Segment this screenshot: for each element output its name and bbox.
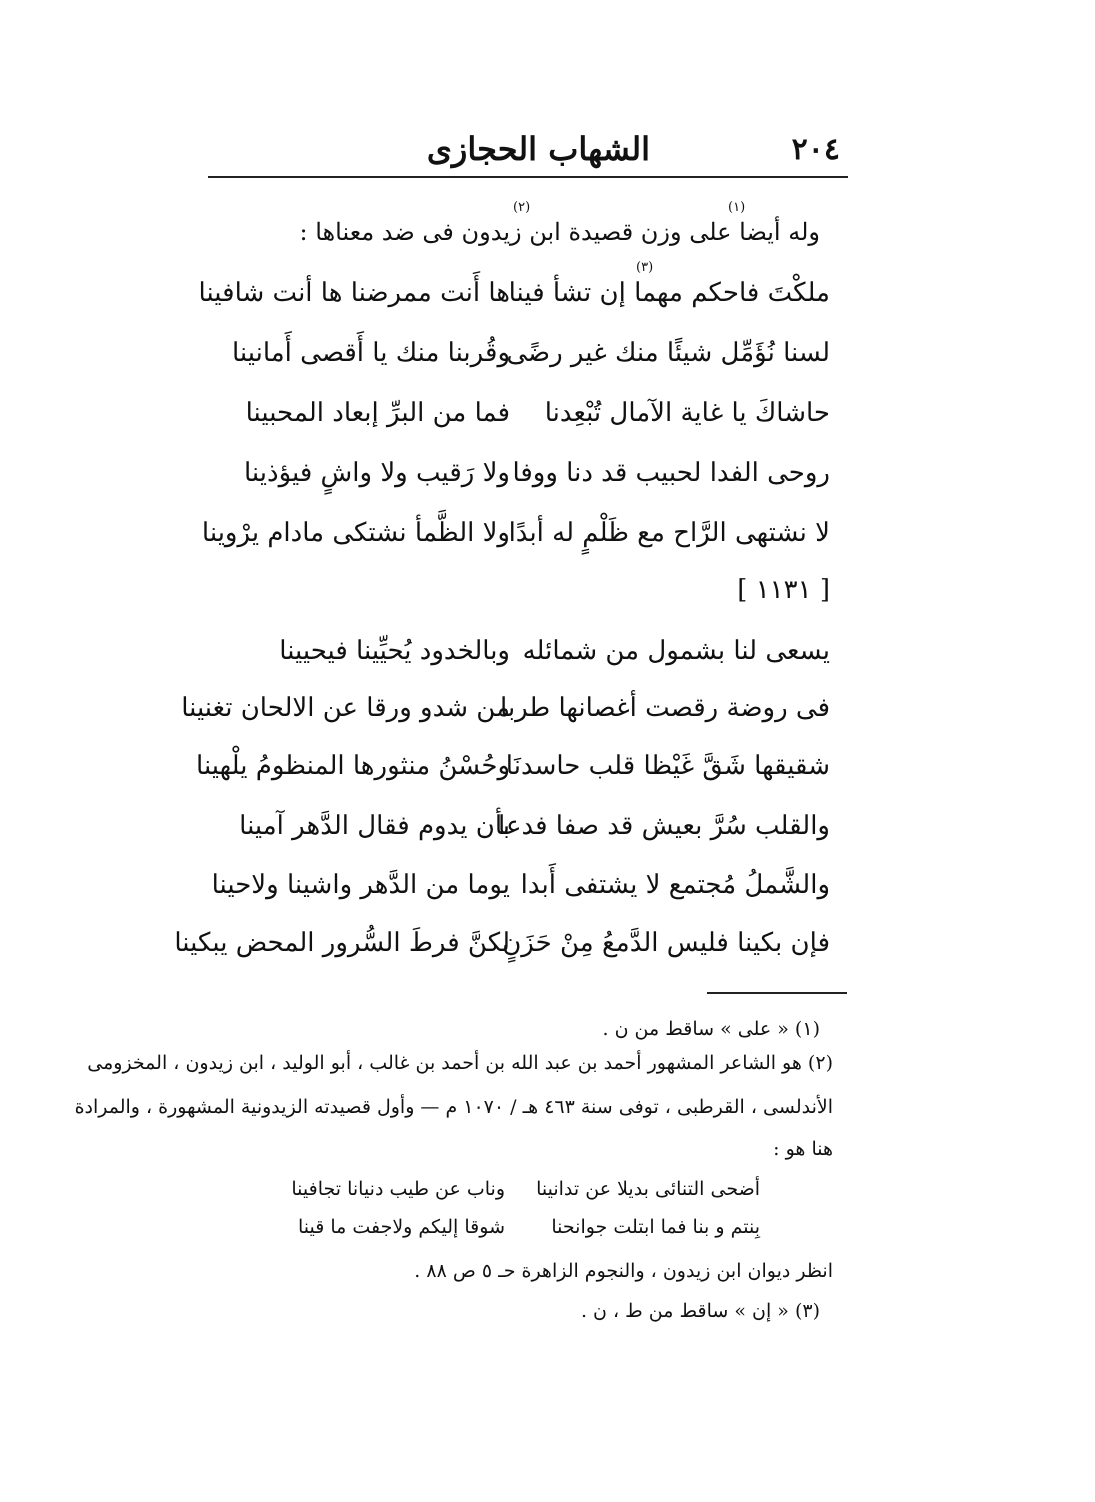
verse-first-hemistich: لا نشتهى الرَّاح مع ظَلْمٍ له أبدًا bbox=[508, 518, 830, 548]
footnote-marker-2: (٢) bbox=[513, 200, 531, 215]
quoted-verse-first-hemistich: بِنتم و بنا فما ابتلت جوانحنا bbox=[551, 1216, 760, 1238]
quoted-verse-first-hemistich: أضحى التنائى بديلا عن تدانينا bbox=[536, 1178, 760, 1200]
verse-second-hemistich: لكنَّ فرطَ السُّرور المحض يبكينا bbox=[174, 928, 510, 958]
verse-row bbox=[174, 928, 830, 976]
footnote-rule bbox=[707, 992, 847, 994]
verse-first-hemistich: فإن بكينا فليس الدَّمعُ مِنْ حَزَنٍ bbox=[502, 928, 830, 958]
verse-row bbox=[211, 870, 830, 918]
verse-second-hemistich: وبالخدود يُحيِّينا فيحيينا bbox=[279, 636, 510, 666]
verse-row bbox=[240, 398, 830, 446]
verse-row bbox=[198, 278, 830, 326]
section-number: [ ١١٣١ ] bbox=[737, 575, 830, 605]
verse-first-hemistich: ملكْتَ فاحكم مهما إن تشأ فينا bbox=[508, 278, 830, 308]
verse-row bbox=[240, 811, 830, 859]
verse-second-hemistich: من شدو ورقا عن الالحان تغنينا bbox=[181, 693, 510, 723]
verse-first-hemistich: فى روضة رقصت أغصانها طربا bbox=[500, 693, 830, 723]
header-rule bbox=[208, 176, 848, 178]
verse-row bbox=[240, 458, 830, 506]
footnote-2-line-2: الأندلسى ، القرطبى ، توفى سنة ٤٦٣ هـ / ١٠٧٠ م — وأول قصيدته الزيدونية المشهورة ، والمرادة bbox=[74, 1096, 833, 1118]
page-header bbox=[210, 128, 850, 172]
quoted-verse-second-hemistich: وناب عن طيب دنيانا تجافينا bbox=[291, 1178, 505, 1200]
verse-first-hemistich: روحى الفدا لحبيب قد دنا ووفا bbox=[512, 458, 830, 488]
footnote-2-reference: انظر ديوان ابن زيدون ، والنجوم الزاهرة حـ ٥ ص ٨٨ . bbox=[414, 1260, 833, 1282]
footnote-2-line-1: (٢) هو الشاعر المشهور أحمد بن عبد الله بن أحمد بن غالب ، أبو الوليد ، ابن زيدون ، المخزومى bbox=[87, 1052, 833, 1074]
footnote-3: (٣) « إن » ساقط من ط ، ن . bbox=[580, 1300, 820, 1322]
verse-first-hemistich: والشَّملُ مُجتمع لا يشتفى أَبدا bbox=[520, 870, 830, 900]
footnote-1: (١) « على » ساقط من ن . bbox=[602, 1018, 820, 1040]
page-number: ٢٠٤ bbox=[791, 132, 840, 167]
footnote-marker-3: (٣) bbox=[636, 260, 654, 275]
intro-line: وله أيضا على وزن قصيدة ابن زيدون فى ضد معناها : bbox=[299, 218, 820, 246]
verse-row bbox=[181, 693, 830, 741]
verse-row bbox=[196, 751, 830, 799]
verse-first-hemistich: لسنا نُؤَمِّل شيئًا منك غير رضًى bbox=[506, 338, 830, 368]
verse-second-hemistich: ولا رَقيب ولا واشٍ فيؤذينا bbox=[244, 458, 510, 488]
verse-second-hemistich: وحُسْنُ منثورها المنظومُ يلْهينا bbox=[196, 751, 510, 781]
verse-second-hemistich: يوما من الدَّهر واشينا ولاحينا bbox=[211, 870, 510, 900]
verse-first-hemistich: شقيقها شَقَّ غَيْظا قلب حاسدنَا bbox=[505, 751, 830, 781]
footnote-2-line-3: هنا هو : bbox=[773, 1138, 833, 1160]
verse-row bbox=[240, 636, 830, 684]
verse-second-hemistich: ولا الظَّمأ نشتكى مادام يرْوينا bbox=[201, 518, 510, 548]
verse-second-hemistich: وقُربنا منك يا أَقصى أَمانينا bbox=[231, 338, 510, 368]
verse-first-hemistich: والقلب سُرَّ بعيش قد صفا فدعا bbox=[498, 811, 830, 841]
verse-first-hemistich: يسعى لنا بشمول من شمائله bbox=[522, 636, 830, 666]
verse-second-hemistich: بأن يدوم فقال الدَّهر آمينا bbox=[239, 811, 510, 841]
verse-row bbox=[231, 338, 830, 386]
footnote-marker-1: (١) bbox=[728, 200, 746, 215]
verse-row bbox=[201, 518, 830, 566]
verse-second-hemistich: فما من البرِّ إبعاد المحبينا bbox=[245, 398, 510, 428]
quoted-verse-second-hemistich: شوقا إليكم ولاجفت ما قينا bbox=[297, 1216, 505, 1238]
running-title: الشهاب الحجازى bbox=[426, 130, 650, 168]
verse-first-hemistich: حاشاكَ يا غاية الآمال تُبْعِدنا bbox=[544, 398, 830, 428]
verse-second-hemistich: ها أَنت ممرضنا ها أنت شافينا bbox=[198, 278, 510, 308]
